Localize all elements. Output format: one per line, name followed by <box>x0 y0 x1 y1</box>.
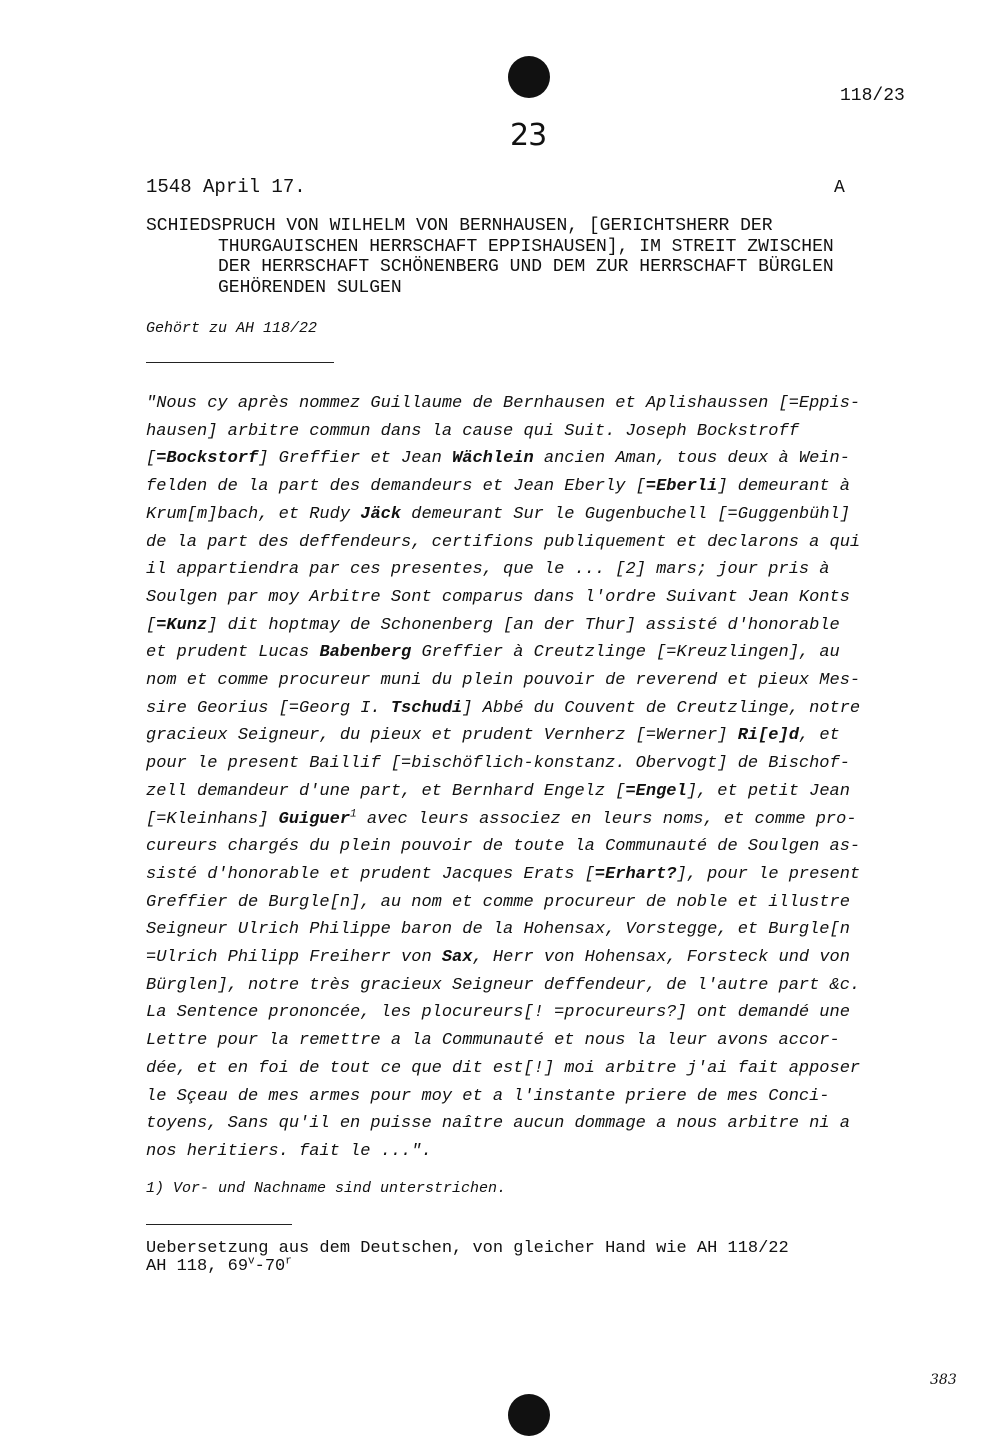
source-reference <box>146 1255 789 1276</box>
document-number: 23 <box>510 118 547 153</box>
body-line: La Sentence prononcée, les plocureurs[! =procureurs?] ont demandé une <box>146 1003 850 1023</box>
title-line: THURGAUISCHEN HERRSCHAFT EPPISHAUSEN], IM STREIT ZWISCHEN <box>218 236 834 257</box>
page-number: 118/23 <box>840 86 905 106</box>
body-line: gracieux Seigneur, du pieux et prudent Vernherz [=Werner] Ri[e]d, et <box>146 726 840 746</box>
body-line: "Nous cy après nommez Guillaume de Bernhausen et Aplishaussen [=Eppis- <box>146 394 861 413</box>
document-title <box>146 216 926 298</box>
body-line: toyens, Sans qu'il en puisse naître aucun dommage a nous arbitre ni a <box>146 1114 850 1134</box>
body-line-text: [=Kleinhans] Guiguer <box>146 809 351 829</box>
source-ref-text: AH 118, 69 <box>146 1257 249 1276</box>
footnote: 1) Vor- und Nachname sind unterstrichen. <box>146 1180 507 1197</box>
belongs-to-note: Gehört zu AH 118/22 <box>146 320 318 337</box>
source-line: Uebersetzung aus dem Deutschen, von gleicher Hand wie AH 118/22 <box>146 1239 789 1258</box>
body-line: Lettre pour la remettre a la Communauté et nous la leur avons accor- <box>146 1031 840 1051</box>
body-line: et prudent Lucas Babenberg Greffier à Creutzlinge [=Kreuzlingen], au <box>146 643 840 663</box>
body-line: [=Bockstorf] Greffier et Jean Wächlein ancien Aman, tous deux à Wein- <box>146 449 850 469</box>
archive-number: 383 <box>930 1372 957 1388</box>
separator-rule <box>146 362 334 363</box>
body-line: nos heritiers. fait le ...". <box>146 1141 432 1161</box>
punch-hole-top <box>508 56 550 98</box>
body-line: [=Kunz] dit hoptmay de Schonenberg [an der Thur] assisté d'honorable <box>146 615 840 635</box>
body-line: Soulgen par moy Arbitre Sont comparus dans l'ordre Suivant Jean Konts <box>146 587 850 607</box>
title-line: GEHÖRENDEN SULGEN <box>218 277 402 298</box>
body-line: Greffier de Burgle[n], au nom et comme procureur de noble et illustre <box>146 892 850 912</box>
separator-rule <box>146 1224 292 1225</box>
source-ref-text: -70 <box>254 1257 286 1276</box>
folio-recto: r <box>285 1255 292 1268</box>
body-line: sire Georius [=Georg I. Tschudi] Abbé du Couvent de Creutzlinge, notre <box>146 698 861 718</box>
body-line-text: avec leurs associez en leurs noms, et comme pro- <box>356 809 857 829</box>
document-date: 1548 April 17. <box>146 176 306 198</box>
body-line: felden de la part des demandeurs et Jean Eberly [=Eberli] demeurant à <box>146 477 850 497</box>
body-line: Bürglen], notre très gracieux Seigneur deffendeur, de l'autre part &c. <box>146 975 861 995</box>
body-line: zell demandeur d'une part, et Bernhard Engelz [=Engel], et petit Jean <box>146 781 850 801</box>
source-note <box>146 1240 789 1276</box>
body-line: =Ulrich Philipp Freiherr von Sax, Herr von Hohensax, Forsteck und von <box>146 948 850 968</box>
body-line-footnoted <box>146 806 886 834</box>
body-line: de la part des deffendeurs, certifions publiquement et declarons a qui <box>146 532 861 552</box>
body-line: il appartiendra par ces presentes, que le ... [2] mars; jour pris à <box>146 560 830 580</box>
body-line: hausen] arbitre commun dans la cause qui Suit. Joseph Bockstroff <box>146 421 799 441</box>
title-line: DER HERRSCHAFT SCHÖNENBERG UND DEM ZUR HERRSCHAFT BÜRGLEN <box>218 257 834 277</box>
punch-hole-bottom <box>508 1394 550 1436</box>
footnote-marker: 1 <box>350 807 357 820</box>
body-line: dée, et en foi de tout ce que dit est[!] moi arbitre j'ai fait apposer <box>146 1058 861 1078</box>
body-line: nom et comme procureur muni du plein pouvoir de reverend et pieux Mes- <box>146 671 861 691</box>
body-line: le Sçeau de mes armes pour moy et a l'instante priere de mes Conci- <box>146 1086 830 1106</box>
body-text <box>146 390 886 1166</box>
title-line: SCHIEDSPRUCH VON WILHELM VON BERNHAUSEN, [GERICHTSHERR DER <box>146 216 773 236</box>
body-line: Krum[m]bach, et Rudy Jäck demeurant Sur le Gugenbuchell [=Guggenbühl] <box>146 504 850 524</box>
folio-verso: v <box>248 1255 255 1268</box>
document-letter: A <box>834 178 845 198</box>
body-line: cureurs chargés du plein pouvoir de toute la Communauté de Soulgen as- <box>146 837 861 857</box>
body-line: pour le present Baillif [=bischöflich-konstanz. Obervogt] de Bischof- <box>146 754 850 774</box>
body-line: Seigneur Ulrich Philippe baron de la Hohensax, Vorstegge, et Burgle[n <box>146 920 850 940</box>
body-line: sisté d'honorable et prudent Jacques Erats [=Erhart?], pour le present <box>146 864 861 884</box>
